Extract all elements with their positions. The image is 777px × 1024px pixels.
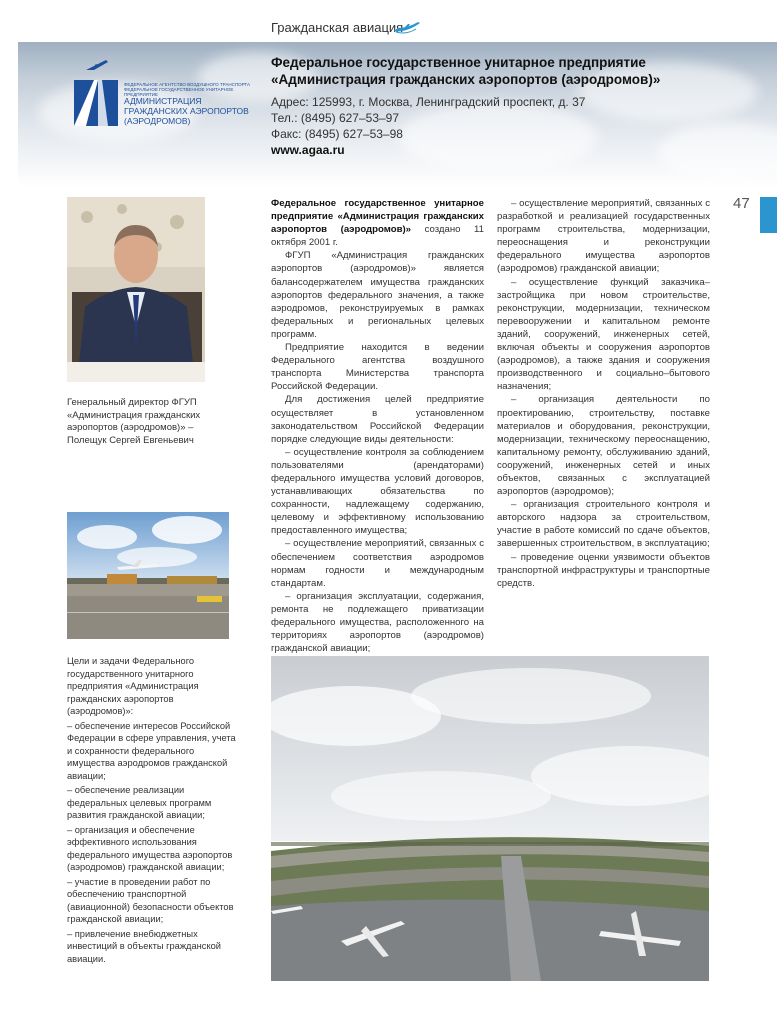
address: Адрес: 125993, г. Москва, Ленинградский проспект, д. 37 <box>271 95 586 109</box>
phone: Тел.: (8495) 627–53–97 <box>271 111 400 125</box>
goals-sidebar <box>67 655 237 967</box>
logo-emblem-icon <box>72 58 120 128</box>
article-paragraph: – осуществление мероприятий, связанных с обеспечением соответствия аэродромов нормам годности и международным стандартам. <box>271 538 484 589</box>
logo-name: АДМИНИСТРАЦИЯ ГРАЖДАНСКИХ АЭРОПОРТОВ (АЭРОДРОМОВ) <box>124 96 249 126</box>
contact-block <box>271 94 585 158</box>
article-paragraph: Федеральное государственное унитарное предприятие «Администрация гражданских аэропортов (аэродромов)» создано 11 октября 2001 г. <box>271 198 484 249</box>
article-paragraph: – проведение оценки уязвимости объектов транспортной инфраструктуры и транспортные средств. <box>497 551 710 589</box>
portrait-caption: Генеральный директор ФГУП «Администрация гражданских аэропортов (аэродромов)» – Полещук Сергей Евгеньевич <box>67 397 201 446</box>
director-portrait <box>67 197 205 382</box>
sidebar-item: – участие в проведении работ по обеспечению транспортной (авиационной) безопасности объектов гражданской авиации; <box>67 876 234 924</box>
article-paragraph: – организация эксплуатации, содержания, ремонта не подлежащего приватизации федерального имущества, расположенного на территориях аэропортов (аэродромов) гражданской авиации; <box>271 590 484 655</box>
article-paragraph: – осуществление функций заказчика–застройщика при новом строительстве, реконструкции, модернизации, техническом перевооружении и капитальном ремонте зданий, сооружений, инженерных сетей, включая объекты и сооружения аэропортов (аэродромов), а также здания и сооружения производственного и социально–бытового назначения; <box>497 276 710 393</box>
article-paragraph: Предприятие находится в ведении Федерального агентства воздушного транспорта Министерства транспорта Российской Федерации. <box>271 342 484 393</box>
aerial-airport-photo <box>271 656 709 981</box>
article-column-1 <box>271 197 484 655</box>
agaa-logo <box>72 58 262 130</box>
article-paragraph: – организация строительного контроля и авторского надзора за строительством, участие в работе комиссий по сдаче объектов, завершенных строительством, в эксплуатацию; <box>497 499 710 550</box>
org-title: Федеральное государственное унитарное предприятие «Администрация гражданских аэропортов (аэродромов)» <box>271 55 661 87</box>
article-paragraph: – осуществление мероприятий, связанных с разработкой и реализацией государственных программ строительства, модернизации, переоснащения и реконструкции федерального имущества аэропортов (аэродромов) гражданской авиации; <box>497 198 710 275</box>
page-number: 47 <box>733 195 750 212</box>
airport-photo <box>67 512 229 639</box>
article-paragraph: – осуществление контроля за соблюдением пользователями (арендаторами) федерального имущества условий договоров, устанавливающих обязательства по сохранности, надлежащему содержанию, целевому и эффективному использованию предоставленного имущества; <box>271 446 484 537</box>
airplane-icon <box>392 20 422 36</box>
sidebar-item: – обеспечение интересов Российской Федерации в сфере управления, учета и сохранности федерального имущества аэродромов гражданской авиации; <box>67 720 236 781</box>
article-paragraph: – организация деятельности по проектированию, строительству, поставке материалов и оборудования, реконструкции, модернизации, техническому переоснащению, капитальному ремонту, обслуживанию зданий, сооружений, инженерных сетей и иных объектов, связанных с эксплуатацией аэропортов (аэродромов); <box>497 394 710 498</box>
page-tab-marker <box>760 197 777 233</box>
sidebar-item: – организация и обеспечение эффективного использования федерального имущества аэропортов (аэродромов) гражданской авиации; <box>67 824 233 872</box>
sidebar-item: – обеспечение реализации федеральных целевых программ развития гражданской авиации; <box>67 785 212 820</box>
article-paragraph: Для достижения целей предприятие осуществляет в установленном законодательством Российской Федерации порядке следующие виды деятельности: <box>271 394 484 445</box>
section-title: Гражданская авиация <box>271 20 404 35</box>
website-link[interactable]: www.agaa.ru <box>271 143 345 157</box>
sidebar-intro: Цели и задачи Федерального государственного унитарного предприятия «Администрация гражданских аэропортов (аэродромов)»: <box>67 656 199 716</box>
logo-small-text: ФЕДЕРАЛЬНОЕ АГЕНТСТВО ВОЗДУШНОГО ТРАНСПОРТА ФЕДЕРАЛЬНОЕ ГОСУДАРСТВЕННОЕ УНИТАРНОЕ ПРЕДПРИЯТИЕ <box>124 82 250 97</box>
article-column-2 <box>497 197 710 590</box>
fax: Факс: (8495) 627–53–98 <box>271 127 403 141</box>
sidebar-item: – привлечение внебюджетных инвестиций в объекты гражданской авиации. <box>67 928 221 964</box>
article-paragraph: ФГУП «Администрация гражданских аэропортов (аэродромов)» является балансодержателем имущества гражданских аэропортов федерального значения, а также аэродромов, реконструируемых в рамках федеральных и региональных целевых программ. <box>271 250 484 340</box>
